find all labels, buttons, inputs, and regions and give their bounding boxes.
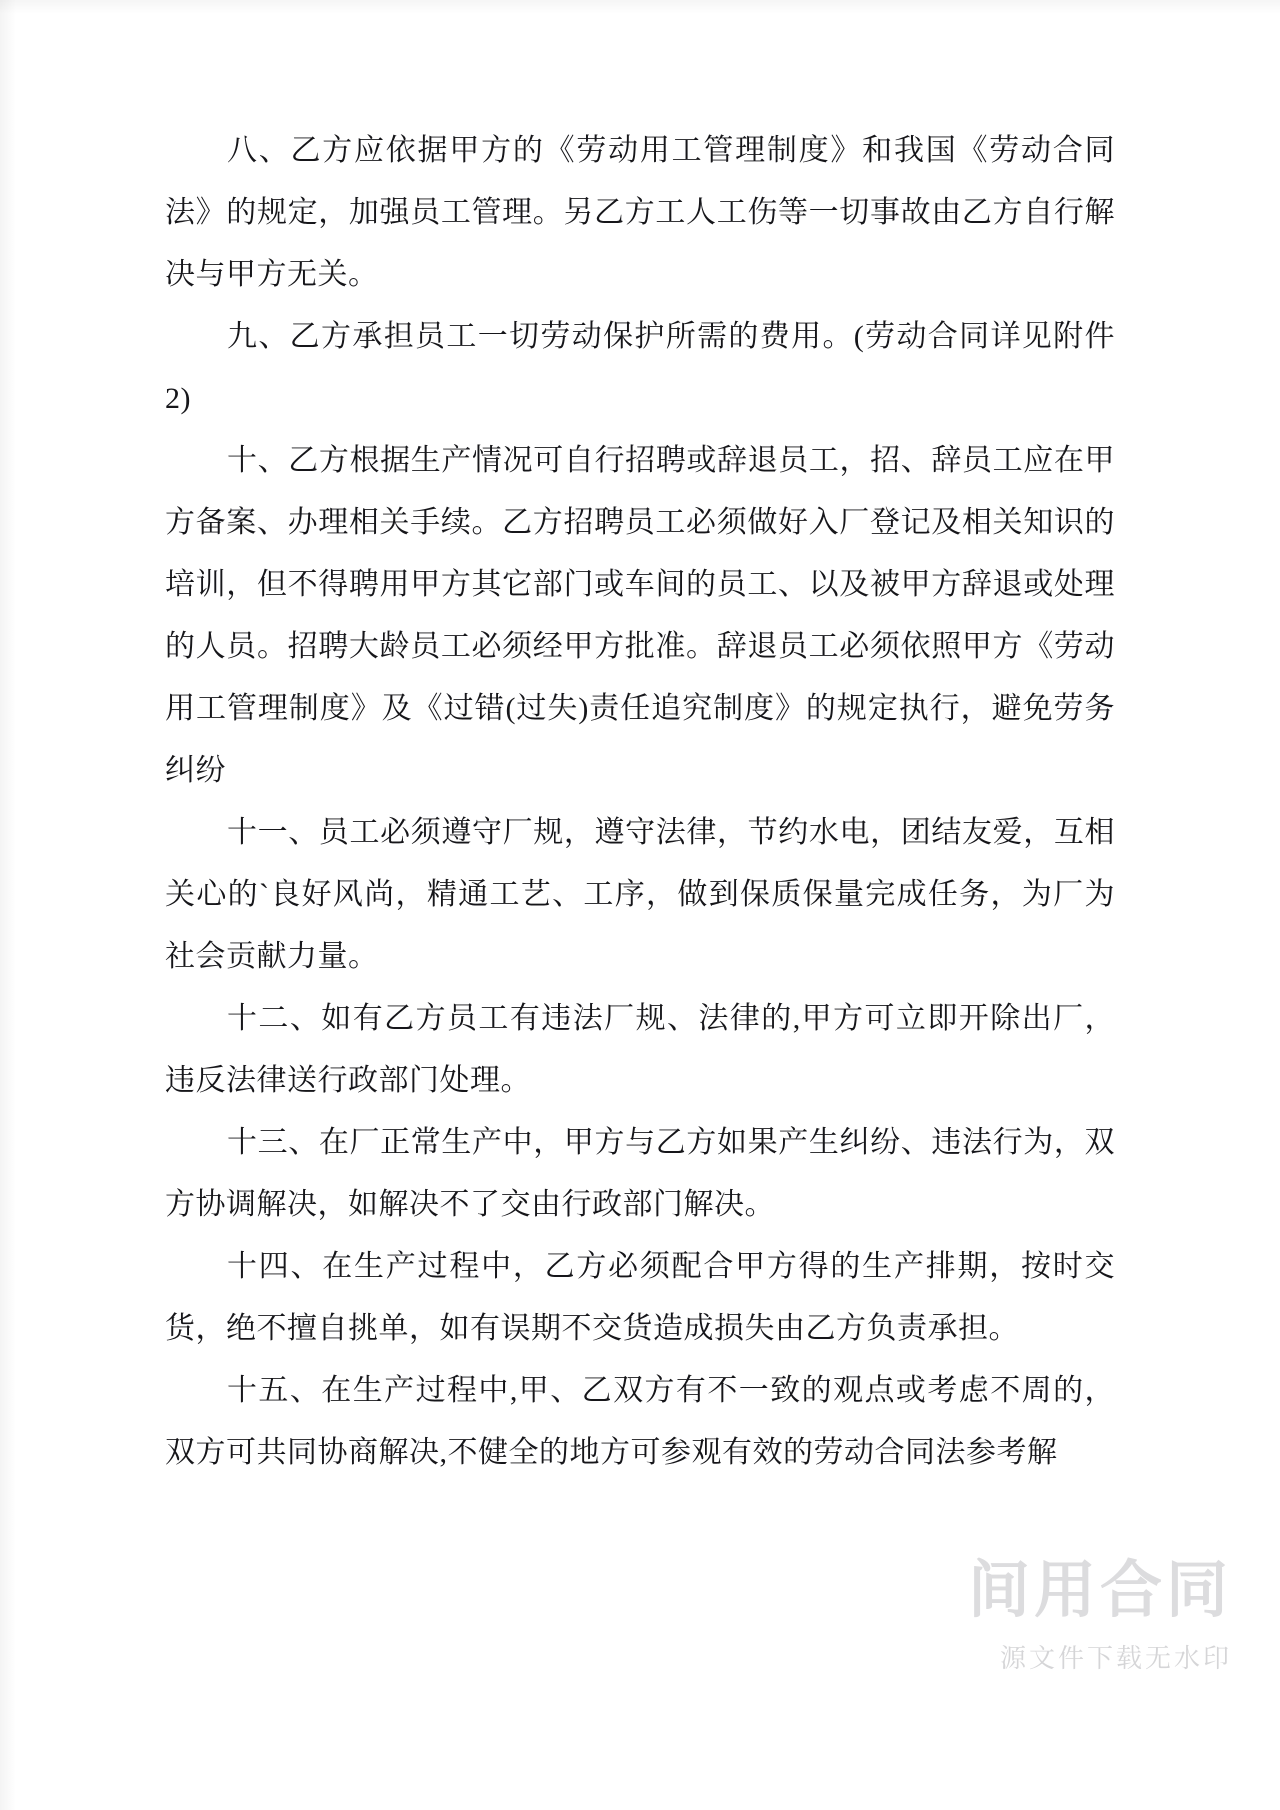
paragraph-15: 十五、在生产过程中,甲、乙双方有不一致的观点或考虑不周的，双方可共同协商解决,不健全的地方可参观有效的劳动合同法参考解 — [165, 1374, 1115, 1469]
page-top-shadow — [0, 0, 1280, 14]
page-left-shadow — [0, 0, 16, 1810]
paragraph-10: 十、乙方根据生产情况可自行招聘或辞退员工，招、辞员工应在甲方备案、办理相关手续。乙方招聘员工必须做好入厂登记及相关知识的培训，但不得聘用甲方其它部门或车间的员工、以及被甲方辞退或处理的人员。招聘大龄员工必须经甲方批准。辞退员工必须依照甲方《劳动用工管理制度》及《过错(过失)责任追究制度》的规定执行，避免劳务纠纷 — [165, 444, 1115, 787]
watermark-subtitle: 源文件下载无水印 — [999, 1643, 1232, 1673]
paragraph-14: 十四、在生产过程中，乙方必须配合甲方得的生产排期，按时交货，绝不擅自挑单，如有误期不交货造成损失由乙方负责承担。 — [165, 1250, 1115, 1345]
document-body — [165, 120, 1115, 1484]
paragraph-9: 九、乙方承担员工一切劳动保护所需的费用。(劳动合同详见附件 2) — [165, 320, 1115, 415]
watermark-title: 间用合同 — [967, 1556, 1232, 1625]
paragraph-11: 十一、员工必须遵守厂规，遵守法律，节约水电，团结友爱，互相关心的`良好风尚，精通工艺、工序，做到保质保量完成任务，为厂为社会贡献力量。 — [165, 816, 1115, 973]
paragraph-12: 十二、如有乙方员工有违法厂规、法律的,甲方可立即开除出厂，违反法律送行政部门处理。 — [165, 1002, 1115, 1097]
paragraph-13: 十三、在厂正常生产中，甲方与乙方如果产生纠纷、违法行为，双方协调解决，如解决不了交由行政部门解决。 — [165, 1126, 1115, 1221]
paragraph-8: 八、乙方应依据甲方的《劳动用工管理制度》和我国《劳动合同法》的规定，加强员工管理。另乙方工人工伤等一切事故由乙方自行解决与甲方无关。 — [165, 134, 1115, 291]
